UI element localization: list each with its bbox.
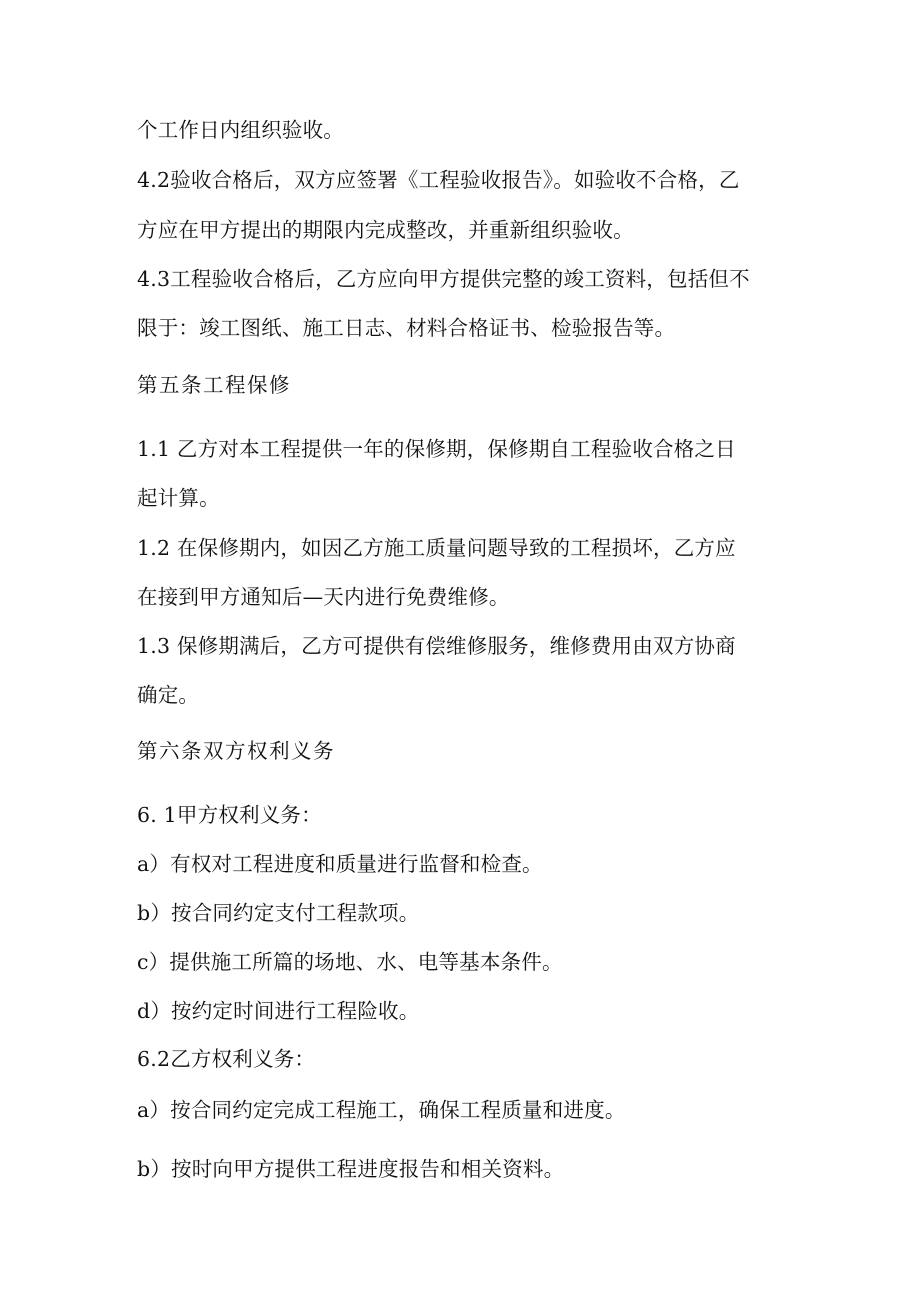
clause-5-1-line-2: 起计算。 <box>137 486 220 510</box>
section-4-1-tail: 个工作日内组织验收。 <box>137 118 344 142</box>
clause-4-2-line-2: 方应在甲方提出的期限内完成整改，并重新组织验收。 <box>137 218 634 242</box>
clause-4-3-line-1: 4.3工程验收合格后，乙方应向甲方提供完整的竣工资料，包括但不 <box>137 267 750 291</box>
clause-6-2-item-b: b）按时向甲方提供工程进度报告和相关资料。 <box>137 1157 565 1181</box>
clause-5-3-line-2: 确定。 <box>137 683 200 707</box>
clause-5-2-line-1: 1.2 在保修期内，如因乙方施工质量问题导致的工程损坏，乙方应 <box>137 536 736 560</box>
clause-6-1-item-c: c）提供施工所篇的场地、水、电等基本条件。 <box>137 950 563 974</box>
clause-5-3-line-1: 1.3 保修期满后，乙方可提供有偿维修服务，维修费用由双方协商 <box>137 634 736 658</box>
clause-6-1-item-a: a）有权对工程进度和质量进行监督和检查。 <box>137 852 543 876</box>
article-6-heading: 第六条双方权利义务 <box>137 739 335 763</box>
clause-6-1-item-d: d）按约定时间进行工程险收。 <box>137 999 420 1023</box>
clause-4-2-line-1: 4.2验收合格后，双方应签署《工程验收报告》。如验收不合格，乙 <box>137 168 740 192</box>
clause-5-1-line-1: 1.1 乙方对本工程提供一年的保修期，保修期自工程验收合格之日 <box>137 437 736 461</box>
clause-6-1: 6. 1甲方权利义务： <box>137 803 322 827</box>
clause-5-2-line-2: 在接到甲方通知后—天内进行免费维修。 <box>137 585 510 609</box>
article-5-heading: 第五条工程保修 <box>137 373 291 397</box>
clause-4-3-line-2: 限于：竣工图纸、施工日志、材料合格证书、检验报告等。 <box>137 316 676 340</box>
clause-6-2: 6.2乙方权利义务： <box>137 1047 316 1071</box>
clause-6-1-item-b: b）按合同约定支付工程款项。 <box>137 901 420 925</box>
clause-6-2-item-a: a）按合同约定完成工程施工，确保工程质量和进度。 <box>137 1098 626 1122</box>
